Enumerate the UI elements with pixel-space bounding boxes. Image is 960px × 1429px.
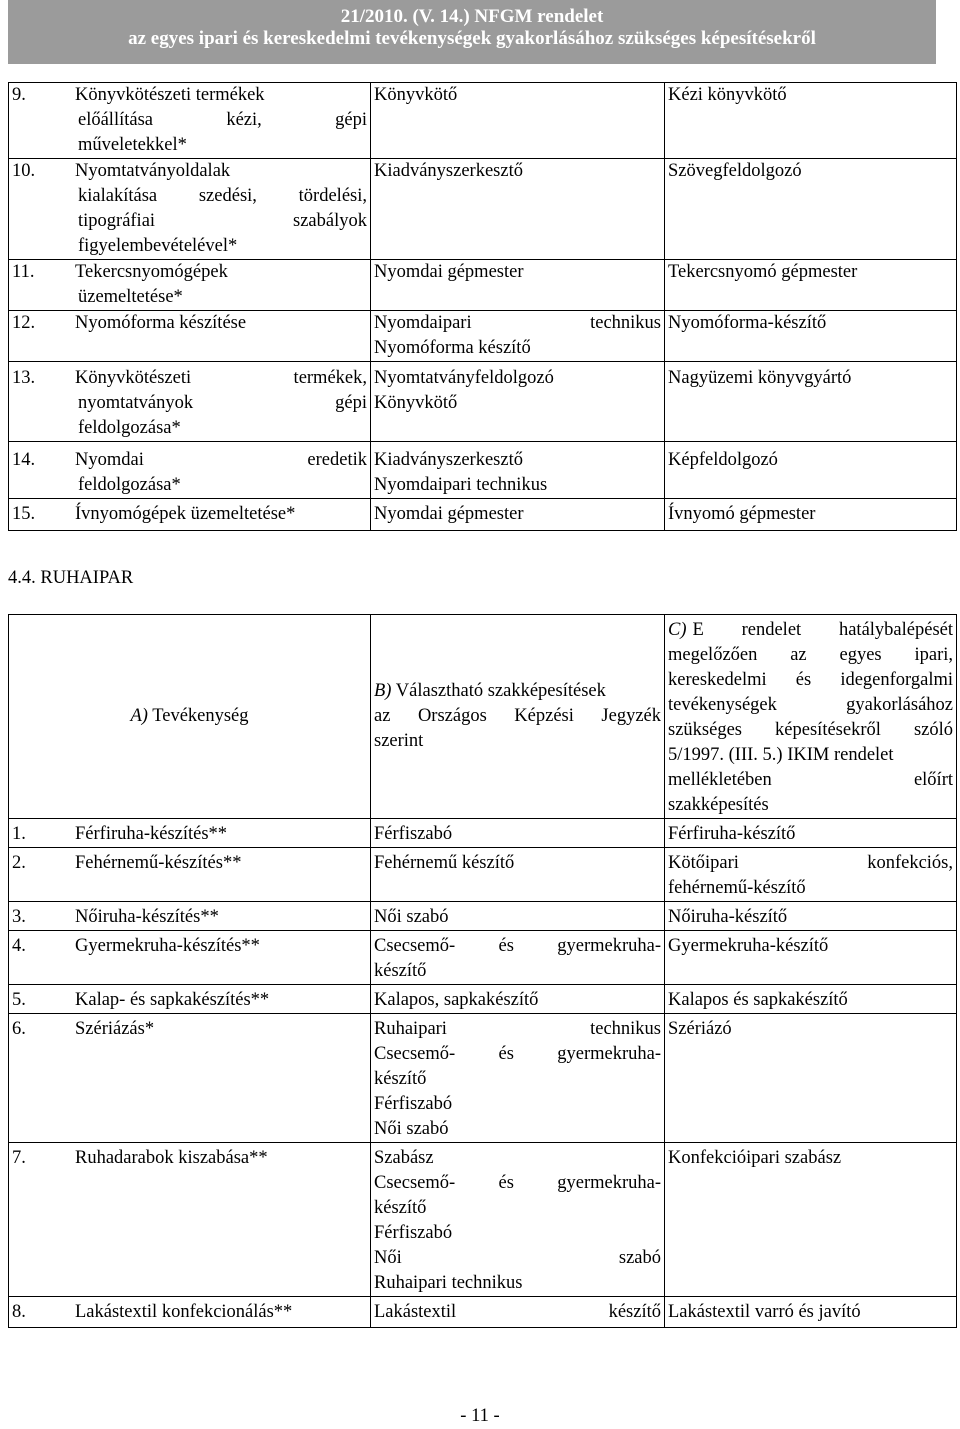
row-number: 13. — [12, 368, 36, 388]
qualification-text: Női szabó — [374, 1248, 661, 1268]
qualification-text: Nagyüzemi könyvgyártó — [668, 368, 852, 388]
qualification-b-cell — [371, 902, 665, 931]
activity-cell — [9, 985, 371, 1014]
activity-text: feldolgozása* — [78, 418, 181, 438]
row-number: 2. — [12, 853, 26, 873]
qualification-c-cell — [665, 442, 957, 499]
qualification-c-cell — [665, 362, 957, 442]
activity-cell — [9, 311, 371, 362]
activity-text: Kalap- és sapkakészítés** — [75, 990, 270, 1010]
row-number: 7. — [12, 1148, 26, 1168]
activity-cell — [9, 1143, 371, 1297]
table-row — [9, 931, 957, 985]
qualification-text: Kiadványszerkesztő — [374, 161, 523, 181]
qualification-b-cell — [371, 499, 665, 531]
qualification-c-cell — [665, 1014, 957, 1143]
qualification-text: Ruhaipari technikus — [374, 1019, 661, 1039]
table-row — [9, 159, 957, 260]
qualification-text: Kalapos, sapkakészítő — [374, 990, 539, 1010]
row-number: 15. — [12, 504, 36, 524]
activity-text: műveletekkel* — [78, 135, 187, 155]
activity-text: Szériázás* — [75, 1019, 155, 1039]
qualification-b-cell — [371, 1143, 665, 1297]
column-title-c: tevékenységek gyakorlásához — [668, 695, 953, 715]
qualification-text: Férfiszabó — [374, 824, 453, 844]
qualification-text: Nyomóforma készítő — [374, 338, 531, 358]
column-letter — [130, 706, 248, 726]
activity-text: Nyomdai eredetik — [75, 450, 367, 470]
table-row — [9, 260, 957, 311]
qualification-text: készítő — [374, 961, 427, 981]
qualification-text: készítő — [374, 1069, 427, 1089]
table-row — [9, 442, 957, 499]
qualification-b-cell — [371, 819, 665, 848]
table-row — [9, 499, 957, 531]
row-number: 8. — [12, 1302, 26, 1322]
activity-cell — [9, 848, 371, 902]
activity-text: feldolgozása* — [78, 475, 181, 495]
qualification-text: Szériázó — [668, 1019, 732, 1039]
qualification-b-cell — [371, 260, 665, 311]
qualification-text: Könyvkötő — [374, 85, 458, 105]
qualification-text: Csecsemő- és gyermekruha- — [374, 1173, 661, 1193]
qualification-text: Szabász — [374, 1148, 434, 1168]
column-letter-c: C) — [668, 620, 687, 640]
qualification-text: Kötőipari konfekciós, — [668, 853, 953, 873]
table-header-row — [9, 615, 957, 819]
activity-text: Nőiruha-készítés** — [75, 907, 219, 927]
qualification-text: Csecsemő- és gyermekruha- — [374, 1044, 661, 1064]
qualification-text: Nyomtatványfeldolgozó — [374, 368, 554, 388]
qualification-c-cell — [665, 902, 957, 931]
row-number: 14. — [12, 450, 36, 470]
activity-cell — [9, 442, 371, 499]
table-row — [9, 362, 957, 442]
row-number: 6. — [12, 1019, 26, 1039]
qualification-text: fehérnemű-készítő — [668, 878, 806, 898]
table-row — [9, 311, 957, 362]
row-number: 10. — [12, 161, 36, 181]
qualification-b-cell — [371, 848, 665, 902]
activity-text: nyomtatványok gépi — [78, 393, 367, 413]
column-title-c: mellékletében előírt — [668, 770, 953, 790]
activity-cell — [9, 1014, 371, 1143]
qualification-text: Fehérnemű készítő — [374, 853, 515, 873]
row-number: 4. — [12, 936, 26, 956]
qualification-c-cell — [665, 1297, 957, 1328]
qualification-text: Nőiruha-készítő — [668, 907, 788, 927]
qualification-c-cell — [665, 819, 957, 848]
activity-cell — [9, 83, 371, 159]
qualification-text: Kézi könyvkötő — [668, 85, 787, 105]
row-number: 9. — [12, 85, 26, 105]
qualification-b-cell — [371, 311, 665, 362]
section-title: 4.4. RUHAIPAR — [8, 568, 134, 588]
qualification-b-cell — [371, 442, 665, 499]
qualification-text: Férfiszabó — [374, 1223, 453, 1243]
qualification-text: Képfeldolgozó — [668, 450, 778, 470]
column-title-c: szakképesítés — [668, 795, 769, 815]
activity-text: Könyvkötészeti termékek — [75, 85, 265, 105]
qualification-text: Tekercsnyomó gépmester — [668, 262, 858, 282]
activity-cell — [9, 362, 371, 442]
column-letter-a: A) — [130, 706, 148, 726]
qualification-text: Csecsemő- és gyermekruha- — [374, 936, 661, 956]
row-number: 12. — [12, 313, 36, 333]
column-title-a: Tevékenység — [152, 706, 249, 726]
qualification-b-cell — [371, 1297, 665, 1328]
header-line-1: 21/2010. (V. 14.) NFGM rendelet — [340, 6, 604, 27]
column-title-b: Választható szakképesítések — [395, 681, 606, 701]
activity-text: Gyermekruha-készítés** — [75, 936, 260, 956]
qualification-text: Könyvkötő — [374, 393, 458, 413]
qualification-b-cell — [371, 83, 665, 159]
column-title-c: szükséges képesítésekről szóló — [668, 720, 953, 740]
column-header-c — [665, 615, 957, 819]
qualification-text: Kalapos és sapkakészítő — [668, 990, 848, 1010]
table-row — [9, 848, 957, 902]
qualification-text: Ruhaipari technikus — [374, 1273, 523, 1293]
activity-text: Ruhadarabok kiszabása** — [75, 1148, 268, 1168]
table-row — [9, 1014, 957, 1143]
activity-text: tipográfiai szabályok — [78, 211, 367, 231]
activity-text: Nyomóforma készítése — [75, 313, 247, 333]
row-number: 5. — [12, 990, 26, 1010]
qualification-text: Férfiszabó — [374, 1094, 453, 1114]
table-row — [9, 1143, 957, 1297]
qualification-c-cell — [665, 1143, 957, 1297]
qualification-text: Lakástextil készítő — [374, 1302, 661, 1322]
activity-text: üzemeltetése* — [78, 287, 183, 307]
qualification-text: Nyomdai gépmester — [374, 262, 524, 282]
qualification-b-cell — [371, 985, 665, 1014]
activity-cell — [9, 499, 371, 531]
qualification-text: Női szabó — [374, 907, 449, 927]
qualification-text: Férfiruha-készítő — [668, 824, 796, 844]
qualification-c-cell — [665, 260, 957, 311]
qualification-text: Konfekcióipari szabász — [668, 1148, 842, 1168]
activity-text: Ívnyomógépek üzemeltetése* — [75, 504, 296, 524]
column-title-c: E rendelet hatálybalépését — [692, 620, 953, 640]
qualification-text: Nyomóforma-készítő — [668, 313, 827, 333]
activity-text: Férfiruha-készítés** — [75, 824, 228, 844]
qualification-text: Kiadványszerkesztő — [374, 450, 523, 470]
row-number: 3. — [12, 907, 26, 927]
qualification-c-cell — [665, 159, 957, 260]
qualification-b-cell — [371, 1014, 665, 1143]
table-row — [9, 83, 957, 159]
row-number: 11. — [12, 262, 35, 282]
page-number: - 11 - — [460, 1406, 500, 1426]
activity-text: Fehérnemű-készítés** — [75, 853, 242, 873]
table-row — [9, 1297, 957, 1328]
qualification-b-cell — [371, 159, 665, 260]
table-row — [9, 819, 957, 848]
activity-text: Nyomtatványoldalak — [75, 161, 231, 181]
qualification-text: Szövegfeldolgozó — [668, 161, 802, 181]
page-header — [8, 0, 936, 64]
activity-cell — [9, 159, 371, 260]
column-header-a — [9, 615, 371, 819]
column-title-c: megelőzően az egyes ipari, — [668, 645, 953, 665]
clothing-qualifications-table — [8, 614, 957, 1328]
activity-text: Lakástextil konfekcionálás** — [75, 1302, 293, 1322]
column-title-b: szerint — [374, 731, 424, 751]
qualification-c-cell — [665, 931, 957, 985]
activity-text: előállítása kézi, gépi — [78, 110, 367, 130]
activity-text: Tekercsnyomógépek — [75, 262, 228, 282]
qualification-text: készítő — [374, 1198, 427, 1218]
qualification-c-cell — [665, 499, 957, 531]
qualification-b-cell — [371, 931, 665, 985]
table-row — [9, 985, 957, 1014]
activity-cell — [9, 931, 371, 985]
qualification-c-cell — [665, 848, 957, 902]
column-title-c: kereskedelmi és idegenforgalmi — [668, 670, 953, 690]
activity-cell — [9, 902, 371, 931]
table-row — [9, 902, 957, 931]
column-title-b: az Országos Képzési Jegyzék — [374, 706, 661, 726]
column-letter-b: B) — [374, 681, 392, 701]
row-number: 1. — [12, 824, 26, 844]
qualification-text: Ívnyomó gépmester — [668, 504, 816, 524]
qualification-c-cell — [665, 311, 957, 362]
qualification-text: Nyomdai gépmester — [374, 504, 524, 524]
qualification-text: Nyomdaipari technikus — [374, 475, 548, 495]
activity-cell — [9, 819, 371, 848]
activity-text: figyelembevételével* — [78, 236, 238, 256]
activity-cell — [9, 1297, 371, 1328]
qualification-c-cell — [665, 83, 957, 159]
header-line-2: az egyes ipari és kereskedelmi tevékenységek gyakorlásához szükséges képesítésekről — [128, 28, 816, 49]
printing-qualifications-table — [8, 82, 957, 531]
column-title-c: 5/1997. (III. 5.) IKIM rendelet — [668, 745, 894, 765]
qualification-text: Gyermekruha-készítő — [668, 936, 829, 956]
qualification-text: Nyomdaipari technikus — [374, 313, 661, 333]
activity-text: kialakítása szedési, tördelési, — [78, 186, 367, 206]
qualification-text: Női szabó — [374, 1119, 449, 1139]
column-header-b — [371, 615, 665, 819]
activity-cell — [9, 260, 371, 311]
qualification-text: Lakástextil varró és javító — [668, 1302, 861, 1322]
qualification-c-cell — [665, 985, 957, 1014]
qualification-b-cell — [371, 362, 665, 442]
activity-text: Könyvkötészeti termékek, — [75, 368, 367, 388]
